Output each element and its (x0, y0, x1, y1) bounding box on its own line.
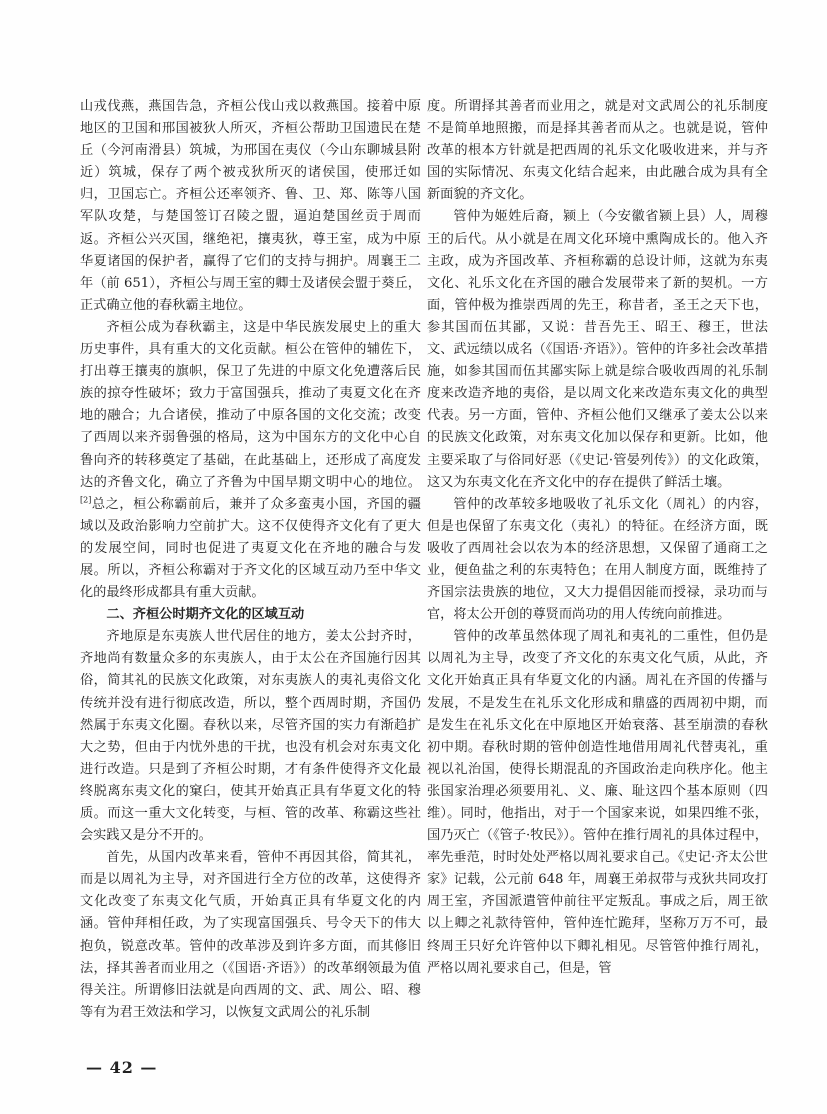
right-column (427, 96, 768, 980)
paragraph: 管仲为姬姓后裔，颍上（今安徽省颍上县）人，周穆王的后代。从小就是在周文化环境中熏陶成长的。他入齐主政，成为齐国改革、齐桓称霸的总设计师，这就为东夷文化、礼乐文化在齐国的融合发展带来了新的契机。一方面，管仲极为推崇西周的先王，称昔者，圣王之天下也，参其国而伍其鄙，又说：昔吾先王、昭王、穆王，世法文、武远绩以成名（《国语·齐语》）。管仲的许多社会改革措施，如参其国而伍其鄙实际上就是综合吸收西周的礼乐制度来改造齐地的夷俗，是以周文化来改造东夷文化的典型代表。另一方面，管仲、齐桓公他们又继承了姜太公以来的民族文化政策，对东夷文化加以保存和更新。比如，他主要采取了与俗同好恶（《史记·管晏列传》）的文化政策，这又为东夷文化在齐文化中的存在提供了鲜活土壤。 (427, 209, 768, 490)
section-heading: 二、齐桓公时期齐文化的区域互动 (106, 607, 305, 623)
left-column (80, 96, 421, 1024)
paragraph: 山戎伐燕，燕国告急，齐桓公伐山戎以救燕国。接着中原地区的卫国和邢国被狄人所灭，齐桓公帮助卫国遗民在楚丘（今河南滑县）筑城，为邢国在夷仪（今山东聊城县附近）筑城，保存了两个被戎狄所灭的诸侯国，使邢迁如归，卫国忘亡。齐桓公还率领齐、鲁、卫、郑、陈等八国军队攻楚，与楚国签订召陵之盟，逼迫楚国丝贡于周而返。齐桓公兴灭国，继绝祀，攘夷狄，尊王室，成为中原华夏诸国的保护者，赢得了它们的支持与拥护。周襄王二年（前 651），齐桓公与周王室的卿士及诸侯会盟于葵丘，正式确立他的春秋霸主地位。 (80, 99, 421, 313)
paragraph: 管仲的改革较多地吸收了礼乐文化（周礼）的内容，但是也保留了东夷文化（夷礼）的特征。在经济方面，既吸收了西周社会以农为本的经济思想，又保留了通商工之业，便鱼盐之利的东夷特色；在用人制度方面，既维持了齐国宗法贵族的地位，又大力提倡因能而授禄，录功而与官，将太公开创的尊贤而尚功的用人传统向前推进。 (427, 496, 768, 623)
footnote-marker: [2] (80, 495, 92, 505)
paragraph: 齐地原是东夷族人世代居住的地方，姜太公封齐时，齐地尚有数量众多的东夷族人，由于太公在齐国施行因其俗，简其礼的民族文化政策，对东夷族人的夷礼夷俗文化传统并没有进行彻底改造，所以，整个西周时期，齐国仍然属于东夷文化圈。春秋以来，尽管齐国的实力有渐趋扩大之势，但由于内忧外患的干扰，也没有机会对东夷文化进行改造。只是到了齐桓公时期，才有条件使得齐文化最终脱离东夷文化的窠臼，使其开始真正具有华夏文化的特质。而这一重大文化转变，与桓、管的改革、称霸这些社会实践又是分不开的。 (80, 629, 421, 844)
paragraph-text: 总之，桓公称霸前后，兼并了众多蛮夷小国，齐国的疆域以及政治影响力空前扩大。这不仅使得齐文化有了更大的发展空间，同时也促进了夷夏文化在齐地的融合与发展。所以，齐桓公称霸对于齐文化的区域互动乃至中华文化的最终形成都具有重大贡献。 (80, 496, 421, 601)
paragraph (80, 317, 421, 604)
paragraph: 度。所谓择其善者而业用之，就是对文武周公的礼乐制度不是简单地照搬，而是择其善者而从之。也就是说，管仲改革的根本方针就是把西周的礼乐文化吸收进来，并与齐国的实际情况、东夷文化结合起来，由此融合成为具有全新面貌的齐文化。 (427, 99, 768, 203)
paragraph: 首先，从国内改革来看，管仲不再因其俗，简其礼，而是以周礼为主导，对齐国进行全方位的改革，这使得齐文化改变了东夷文化气质，开始真正具有华夏文化的内涵。管仲拜相任政，为了实现富国强兵、号令天下的伟大抱负，锐意改革。管仲的改革涉及到许多方面，而其修旧法，择其善者而业用之（《国语·齐语》）的改革纲领最为值得关注。所谓修旧法就是向西周的文、武、周公、昭、穆等有为君王效法和学习，以恢复文武周公的礼乐制 (80, 850, 421, 1020)
page-number: — 42 — (86, 1058, 158, 1077)
paragraph-text: 齐桓公成为春秋霸主，这是中华民族发展史上的重大历史事件，具有重大的文化贡献。桓公在管仲的辅佐下，打出尊王攘夷的旗帜，保卫了先进的中原文化免遭落后民族的掠夺性破坏；致力于富国强兵，推动了夷夏文化在齐地的融合；九合诸侯，推动了中原各国的文化交流；改变了西周以来齐弱鲁强的格局，这为中国东方的文化中心自鲁向齐的转移奠定了基础，在此基础上，还形成了高度发达的齐鲁文化，确立了齐鲁为中国早期文明中心的地位。 (80, 319, 421, 490)
paragraph: 管仲的改革虽然体现了周礼和夷礼的二重性，但仍是以周礼为主导，改变了齐文化的东夷文化气质，从此，齐文化开始真正具有华夏文化的内涵。周礼在齐国的传播与发展，不是发生在礼乐文化形成和鼎盛的西周初中期，而是发生在礼乐文化在中原地区开始衰落、甚至崩溃的春秋初中期。春秋时期的管仲创造性地借用周礼代替夷礼，重视以礼治国，使得长期混乱的齐国政治走向秩序化。他主张国家治理必须要用礼、义、廉、耻这四个基本原则（四维）。同时，他指出，对于一个国家来说，如果四维不张，国乃灭亡（《管子·牧民》）。管仲在推行周礼的具体过程中，率先垂范，时时处处严格以周礼要求自己。《史记·齐太公世家》记载，公元前 648 年，周襄王弟叔带与戎狄共同攻打周王室，齐国派遣管仲前往平定叛乱。事成之后，周王欲以上卿之礼款待管仲，管仲连忙跪拜，坚称万万不可，最终周王只好允许管仲以下卿礼相见。尽管管仲推行周礼，严格以周礼要求自己，但是，管 (427, 629, 768, 976)
